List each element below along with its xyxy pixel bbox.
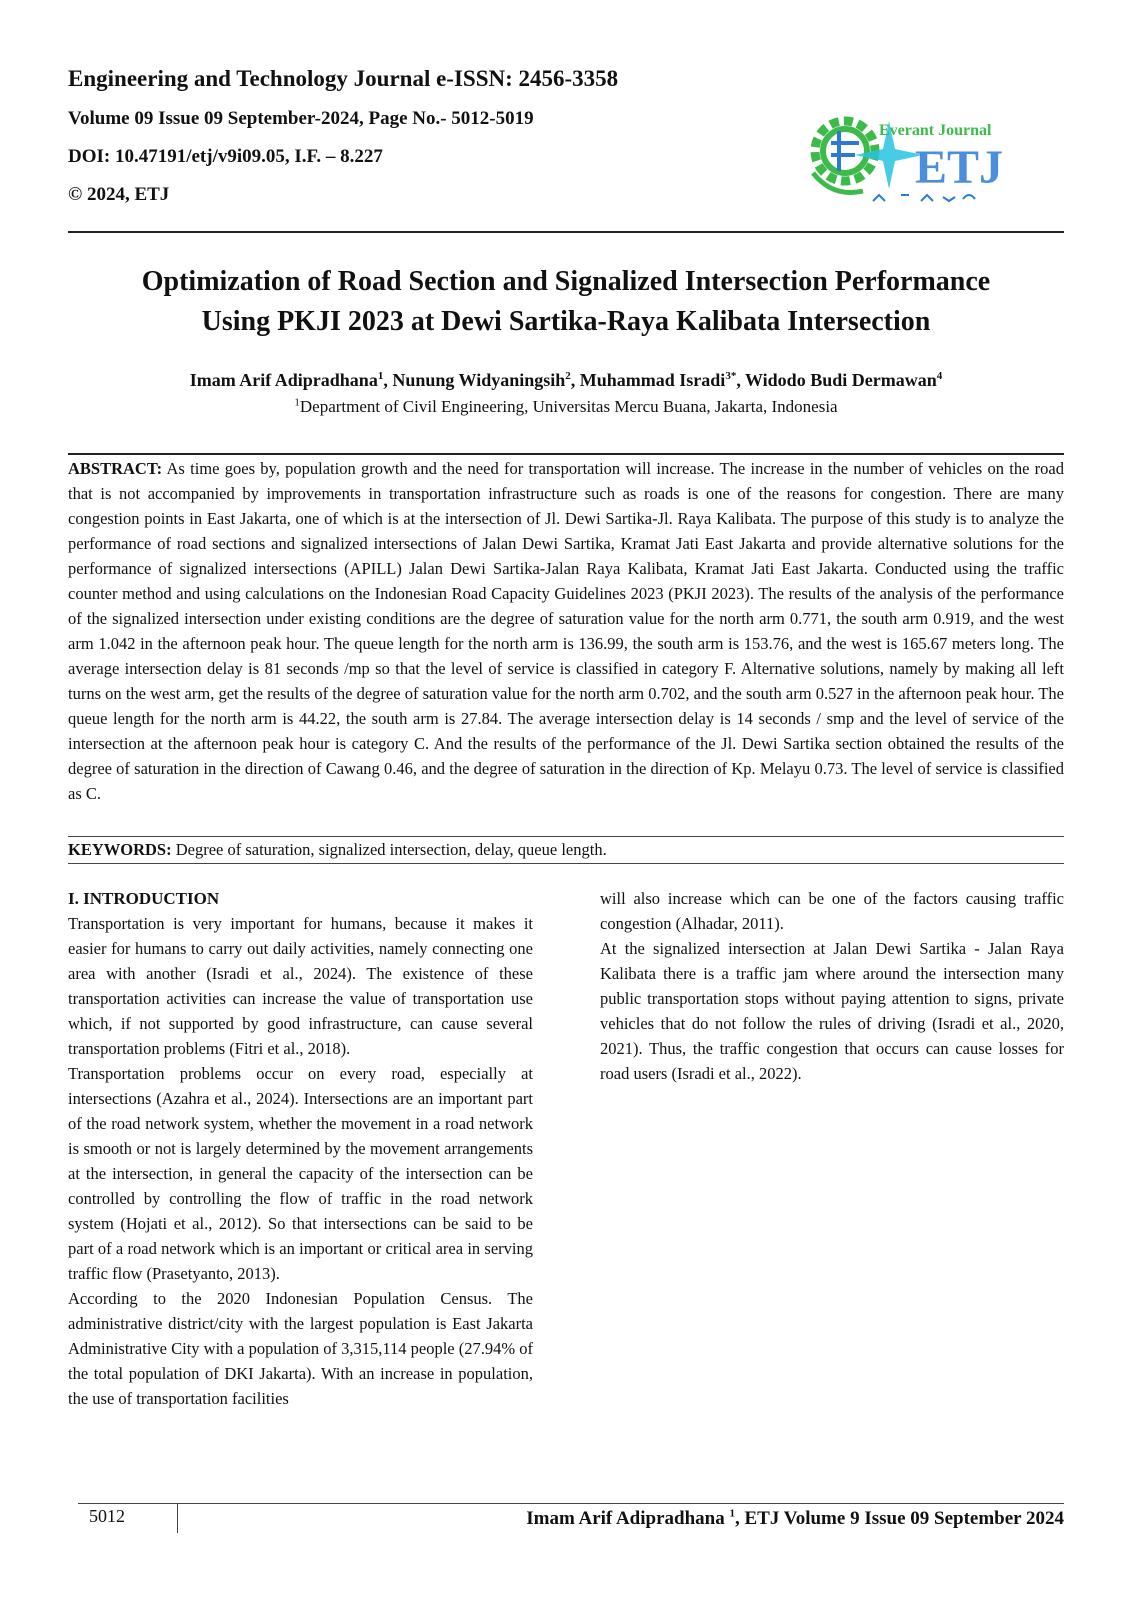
author-affil-mark: 3* bbox=[725, 370, 737, 382]
footer-separator bbox=[177, 1503, 178, 1533]
author-separator: , bbox=[383, 370, 393, 390]
copyright: © 2024, ETJ bbox=[68, 184, 170, 205]
body-paragraph: Transportation problems occur on every road, especially at intersections (Azahra et al., 2024). Intersections are an important part of the road network system, whether the movement in a road network is smooth or not is largely determined by the movement arrangements at the intersection, in general the capacity of the intersection can be controlled by controlling the flow of traffic in the road network system (Hojati et al., 2012). So that intersections can be said to be part of a road network which is an important or critical area in serving traffic flow (Prasetyanto, 2013). bbox=[68, 1064, 533, 1283]
affiliation-text: Department of Civil Engineering, Universitas Mercu Buana, Jakarta, Indonesia bbox=[299, 397, 838, 416]
author-name: Muhammad Isradi bbox=[579, 370, 726, 390]
footer-affil-mark: 1 bbox=[729, 1507, 735, 1520]
body-paragraph: Transportation is very important for humans, because it makes it easier for humans to carry out daily activities, namely connecting one area with another (Isradi et al., 2024). The existence of these transportation activities can increase the value of transportation use which, if not supported by good infrastructure, can cause several transportation problems (Fitri et al., 2018). bbox=[68, 914, 533, 1058]
footer-journal-info: , ETJ Volume 9 Issue 09 September 2024 bbox=[734, 1508, 1064, 1529]
author-list bbox=[68, 368, 1064, 392]
paper-title bbox=[68, 262, 1064, 342]
author-name: Imam Arif Adipradhana bbox=[189, 370, 378, 390]
logo-main-text: ETJ bbox=[915, 141, 1004, 194]
keywords-bottom-rule bbox=[68, 863, 1064, 864]
section-heading-introduction: I. INTRODUCTION bbox=[68, 889, 220, 908]
author-affil-mark: 1 bbox=[377, 370, 384, 382]
keywords bbox=[68, 838, 1064, 862]
title-line-2: Using PKJI 2023 at Dewi Sartika-Raya Kalibata Intersection bbox=[201, 306, 931, 337]
affiliation bbox=[68, 396, 1064, 418]
affiliation-mark: 1 bbox=[294, 396, 300, 409]
body-paragraph: will also increase which can be one of the factors causing traffic congestion (Alhadar, 2011). bbox=[600, 889, 1064, 933]
author-name: Widodo Budi Dermawan bbox=[745, 370, 937, 390]
body-paragraph: According to the 2020 Indonesian Population Census. The administrative district/city with the largest population is East Jakarta Administrative City with a population of 3,315,114 people (27.94% of the total population of DKI Jakarta). With an increase in population, the use of transportation facilities bbox=[68, 1289, 533, 1408]
right-column bbox=[600, 886, 1064, 1086]
keywords-top-rule bbox=[68, 836, 1064, 837]
left-column bbox=[68, 886, 533, 1411]
page-number: 5012 bbox=[89, 1506, 125, 1526]
author-separator: , bbox=[736, 370, 745, 390]
header-divider bbox=[68, 231, 1064, 233]
abstract-top-rule bbox=[68, 453, 1064, 455]
footer-author: Imam Arif Adipradhana bbox=[526, 1508, 730, 1529]
abstract bbox=[68, 456, 1064, 806]
running-footer bbox=[526, 1508, 1064, 1530]
etj-logo bbox=[803, 103, 1015, 213]
gear-globe-logo-icon bbox=[803, 103, 1015, 213]
author-affil-mark: 2 bbox=[565, 370, 571, 382]
body-paragraph: At the signalized intersection at Jalan Dewi Sartika - Jalan Raya Kalibata there is a traffic jam where around the intersection many public transportation stops without paying attention to signs, private vehicles that do not follow the rules of driving (Isradi et al., 2020, 2021). Thus, the traffic congestion that occurs can cause losses for road users (Isradi et al., 2022). bbox=[600, 939, 1064, 1083]
doi-info: DOI: 10.47191/etj/v9i09.05, I.F. – 8.227 bbox=[68, 146, 383, 167]
keywords-text: Degree of saturation, signalized intersection, delay, queue length. bbox=[171, 840, 607, 859]
abstract-text: As time goes by, population growth and the need for transportation will increase. The increase in the number of vehicles on the road that is not accompanied by improvements in transportation infrastructure such as roads is one of the reasons for congestion. There are many congestion points in East Jakarta, one of which is at the intersection of Jl. Dewi Sartika-Jl. Raya Kalibata. The purpose of this study is to analyze the performance of road sections and signalized intersections of Jalan Dewi Sartika, Kramat Jati East Jakarta and provide alternative solutions for the performance of signalized intersections (APILL) Jalan Dewi Sartika-Jalan Raya Kalibata, Kramat Jati East Jakarta. Conducted using the traffic counter method and using calculations on the Indonesian Road Capacity Guidelines 2023 (PKJI 2023). The results of the analysis of the performance of the signalized intersection under existing conditions are the degree of saturation value for the north arm 0.771, the south arm 0.919, and the west arm 1.042 in the afternoon peak hour. The queue length for the north arm is 136.99, the south arm is 153.76, and the west is 165.67 meters long. The average intersection delay is 81 seconds /mp so that the level of service is classified in category F. Alternative solutions, namely by making all left turns on the west arm, get the results of the degree of saturation value for the north arm 0.702, and the south arm 0.527 in the afternoon peak hour. The queue length for the north arm is 44.22, the south arm is 27.84. The average intersection delay is 14 seconds / smp and the level of service of the intersection at the afternoon peak hour is category C. And the results of the performance of the Jl. Dewi Sartika section obtained the results of the degree of saturation in the direction of Cawang 0.46, and the degree of saturation in the direction of Kp. Melayu 0.73. The level of service is classified as C. bbox=[68, 459, 1064, 803]
footer-rule bbox=[78, 1503, 1064, 1504]
logo-top-text: Everant Journal bbox=[879, 122, 992, 139]
keywords-label: KEYWORDS: bbox=[68, 840, 172, 859]
title-line-1: Optimization of Road Section and Signalized Intersection Performance bbox=[141, 266, 991, 297]
journal-name: Engineering and Technology Journal e-ISSN: 2456-3358 bbox=[68, 66, 619, 91]
author-name: Nunung Widyaningsih bbox=[392, 370, 566, 390]
abstract-label: ABSTRACT: bbox=[68, 459, 163, 478]
author-separator: , bbox=[570, 370, 580, 390]
author-affil-mark: 4 bbox=[936, 370, 943, 382]
volume-info: Volume 09 Issue 09 September-2024, Page No.- 5012-5019 bbox=[68, 108, 534, 129]
journal-header bbox=[68, 66, 618, 222]
